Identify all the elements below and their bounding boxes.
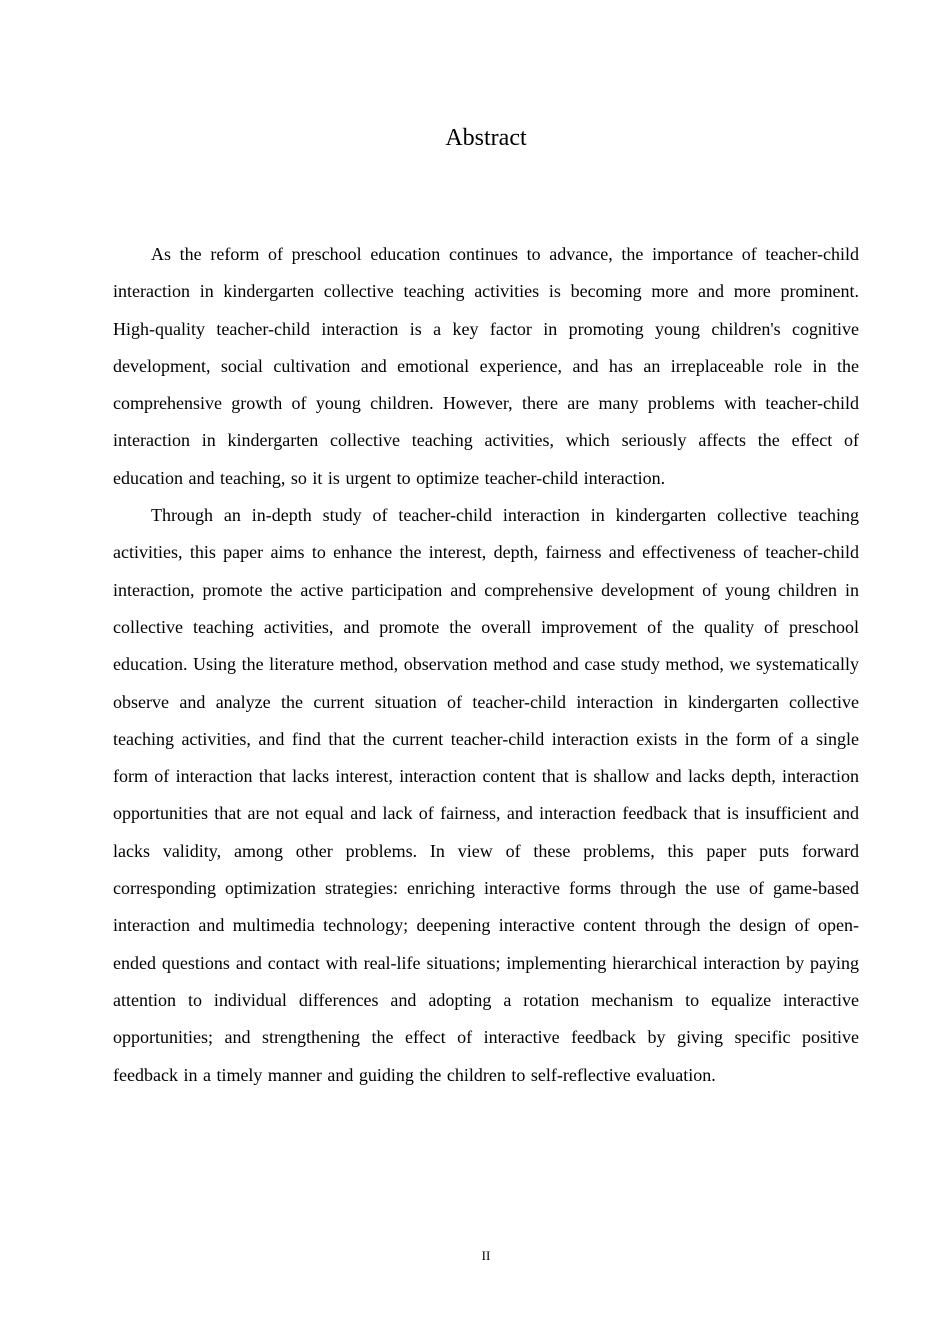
abstract-body	[113, 236, 859, 1094]
abstract-paragraph-2: Through an in-depth study of teacher-child interaction in kindergarten collective teaching activities, this paper aims to enhance the interest, depth, fairness and effectiveness of teacher-child interaction, promote the active participation and comprehensive development of young children in collective teaching activities, and promote the overall improvement of the quality of preschool education. Using the literature method, observation method and case study method, we systematically observe and analyze the current situation of teacher-child interaction in kindergarten collective teaching activities, and find that the current teacher-child interaction exists in the form of a single form of interaction that lacks interest, interaction content that is shallow and lacks depth, interaction opportunities that are not equal and lack of fairness, and interaction feedback that is insufficient and lacks validity, among other problems. In view of these problems, this paper puts forward corresponding optimization strategies: enriching interactive forms through the use of game-based interaction and multimedia technology; deepening interactive content through the design of open-ended questions and contact with real-life situations; implementing hierarchical interaction by paying attention to individual differences and adopting a rotation mechanism to equalize interactive opportunities; and strengthening the effect of interactive feedback by giving specific positive feedback in a timely manner and guiding the children to self-reflective evaluation.	[113, 505, 859, 1085]
page-number: II	[481, 1248, 491, 1263]
abstract-paragraph-1: As the reform of preschool education continues to advance, the importance of teacher-child interaction in kindergarten collective teaching activities is becoming more and more prominent. High-quality teacher-child interaction is a key factor in promoting young children's cognitive development, social cultivation and emotional experience, and has an irreplaceable role in the comprehensive growth of young children. However, there are many problems with teacher-child interaction in kindergarten collective teaching activities, which seriously affects the effect of education and teaching, so it is urgent to optimize teacher-child interaction.	[113, 244, 859, 488]
page-title: Abstract	[445, 125, 527, 151]
